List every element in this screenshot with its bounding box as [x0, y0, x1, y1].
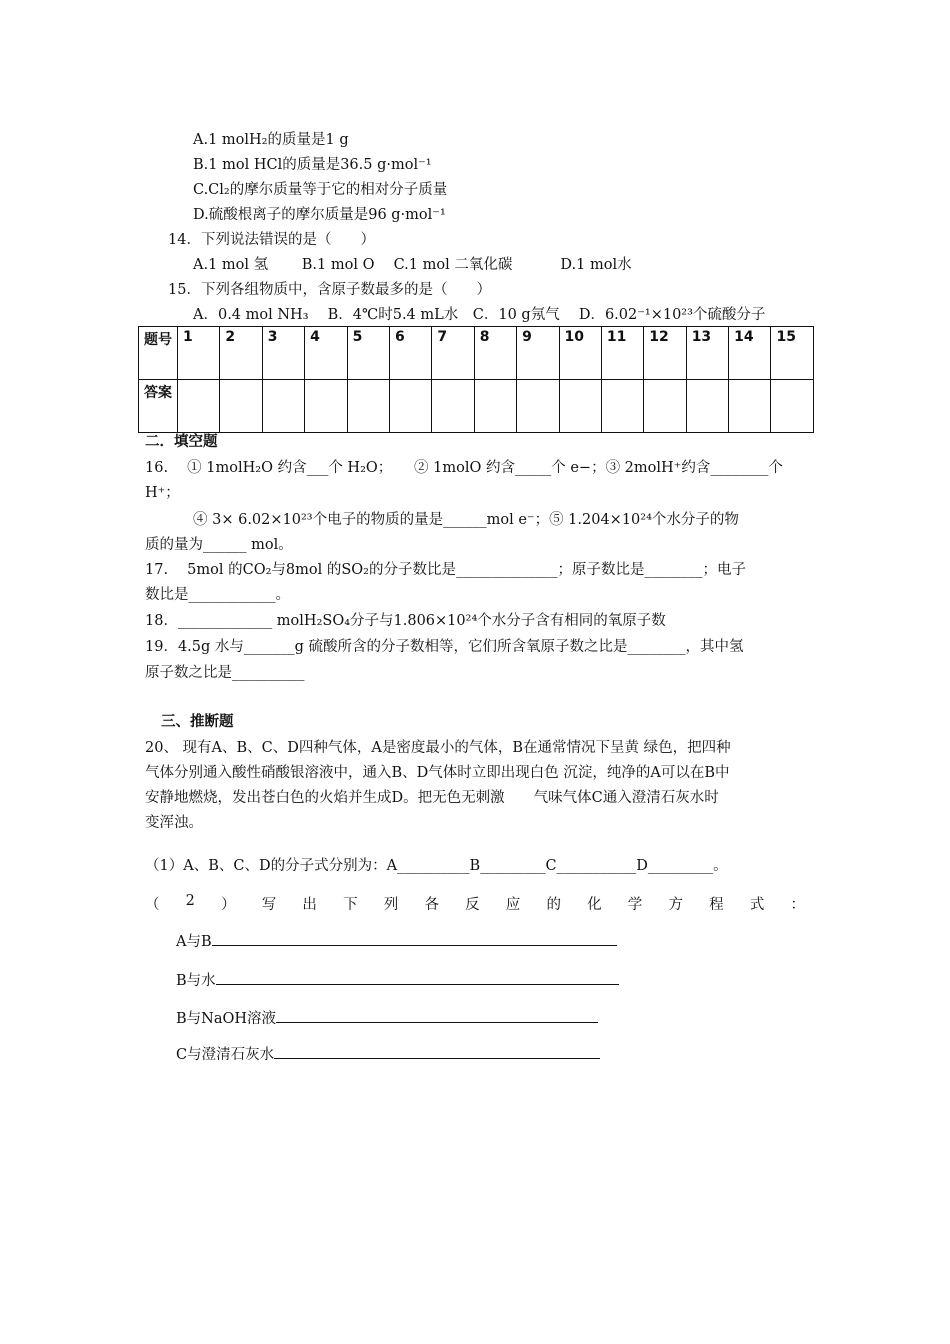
part2-char: 应 [505, 897, 521, 913]
answer-table [138, 326, 814, 433]
question-number-cell: 12 [644, 327, 686, 380]
answer-cell[interactable] [771, 380, 814, 433]
answer-cell[interactable] [347, 380, 389, 433]
q19-line2: 原子数之比是__________ [145, 665, 305, 681]
q17-line1: 17. 5mol 的CO₂与8mol 的SO₂的分子数比是______________；原子数比是________；电子 [145, 562, 746, 578]
question-number-cell: 14 [729, 327, 771, 380]
question-number-cell: 2 [220, 327, 262, 380]
q17-line2: 数比是____________。 [145, 587, 290, 603]
q16-line4: 质的量为______ mol。 [145, 537, 293, 553]
reaction-line-b-naoh[interactable] [176, 1008, 598, 1029]
question-number-cell: 3 [262, 327, 304, 380]
q16-line2: H⁺； [145, 485, 180, 501]
q16-line3: ④ 3× 6.02×10²³个电子的物质的量是______mol e⁻；⑤ 1.204×10²⁴个水分子的物 [193, 512, 739, 528]
answer-cell[interactable] [474, 380, 516, 433]
question-number-cell: 10 [559, 327, 601, 380]
answer-cell[interactable] [178, 380, 220, 433]
answer-blank[interactable] [274, 1044, 600, 1059]
question-number-cell: 5 [347, 327, 389, 380]
q14-stem: 14．下列说法错误的是（ ） [168, 232, 375, 248]
question-number-cell: 15 [771, 327, 814, 380]
part2-char: 列 [383, 897, 399, 913]
answer-cell[interactable] [389, 380, 431, 433]
q13-option-b: B.1 mol HCl的质量是36.5 g·mol⁻¹ [193, 157, 432, 173]
question-number-cell: 8 [474, 327, 516, 380]
question-number-cell: 6 [389, 327, 431, 380]
part2-char: 下 [343, 897, 358, 913]
question-number-cell: 11 [601, 327, 643, 380]
q13-option-a: A.1 molH₂的质量是1 g [193, 132, 349, 148]
reaction-line-a-b[interactable] [176, 931, 617, 952]
part2-char: 方 [668, 897, 683, 913]
question-number-cell: 9 [517, 327, 559, 380]
q13-option-c: C.Cl₂的摩尔质量等于它的相对分子质量 [193, 182, 448, 198]
q19-line1: 19．4.5g 水与_______g 硫酸所含的分子数相等，它们所含氧原子数之比是________，其中氢 [145, 639, 744, 655]
q20-line1: 20、 现有A、B、C、D四种气体，A是密度最小的气体，B在通常情况下呈黄 绿色，把四种 [145, 740, 731, 756]
reaction-label: B与水 [176, 973, 216, 989]
answer-cell[interactable] [644, 380, 686, 433]
table-header-question-number: 题号 [139, 327, 178, 380]
part2-char: 式 [749, 897, 765, 913]
answer-blank[interactable] [212, 931, 617, 946]
part2-char: 的 [546, 897, 561, 913]
part2-char: ： [790, 897, 805, 913]
q15-options: A．0.4 mol NH₃ B．4℃时5.4 mL水 C．10 g氖气 D．6.02⁻¹×10²³个硫酸分子 [193, 307, 766, 323]
part2-char: 2 [185, 893, 195, 909]
answer-cell[interactable] [220, 380, 262, 433]
q13-option-d: D.硫酸根离子的摩尔质量是96 g·mol⁻¹ [193, 207, 446, 223]
answer-cell[interactable] [517, 380, 559, 433]
question-number-cell: 4 [305, 327, 347, 380]
part2-char: 反 [465, 897, 480, 913]
reaction-label: C与澄清石灰水 [176, 1047, 275, 1063]
part2-char: 化 [587, 897, 602, 913]
reaction-line-c-limewater[interactable] [176, 1044, 600, 1065]
part2-char: 学 [627, 897, 643, 913]
answer-blank[interactable] [216, 970, 619, 985]
question-number-cell: 1 [178, 327, 220, 380]
part2-char: ） [221, 897, 236, 913]
answer-cell[interactable] [729, 380, 771, 433]
reaction-label: A与B [176, 934, 212, 950]
q14-options: A.1 mol 氢 B.1 mol O C.1 mol 二氧化碳 D.1 mol水 [193, 257, 632, 273]
answer-cell[interactable] [601, 380, 643, 433]
answer-cell[interactable] [686, 380, 728, 433]
q20-line4: 变浑浊。 [145, 815, 203, 831]
q20-part2-heading [145, 893, 805, 914]
question-number-cell: 7 [432, 327, 474, 380]
section3-title: 三、推断题 [161, 714, 234, 730]
part2-char: 写 [261, 897, 277, 913]
answer-table-number-row [139, 327, 814, 380]
section2-title: 二．填空题 [145, 434, 218, 450]
q20-part1: （1）A、B、C、D的分子式分别为：A__________B_________C___________D_________。 [145, 858, 728, 874]
q15-stem: 15．下列各组物质中，含原子数最多的是（ ） [168, 282, 491, 298]
reaction-label: B与NaOH溶液 [176, 1011, 277, 1027]
q18-text: 18．_____________ molH₂SO₄分子与1.806×10²⁴个水分子含有相同的氧原子数 [145, 613, 666, 629]
part2-char: 程 [709, 897, 724, 913]
question-number-cell: 13 [686, 327, 728, 380]
table-header-answer: 答案 [139, 380, 178, 433]
answer-cell[interactable] [559, 380, 601, 433]
answer-blank[interactable] [276, 1008, 598, 1023]
reaction-line-b-water[interactable] [176, 970, 619, 991]
q20-line3: 安静地燃烧，发出苍白色的火焰并生成D。把无色无刺激 气味气体C通入澄清石灰水时 [145, 790, 719, 806]
answer-table-answer-row [139, 380, 814, 433]
part2-char: 出 [302, 897, 317, 913]
part2-char: （ [145, 897, 160, 913]
answer-cell[interactable] [432, 380, 474, 433]
part2-char: 各 [424, 897, 439, 913]
answer-cell[interactable] [305, 380, 347, 433]
answer-cell[interactable] [262, 380, 304, 433]
q20-line2: 气体分别通入酸性硝酸银溶液中，通入B、D气体时立即出现白色 沉淀，纯净的A可以在B中 [145, 765, 730, 781]
q16-line1: 16. ① 1molH₂O 约含___个 H₂O； ② 1molO 约含_____个 e−；③ 2molH⁺约含________个 [145, 460, 783, 476]
